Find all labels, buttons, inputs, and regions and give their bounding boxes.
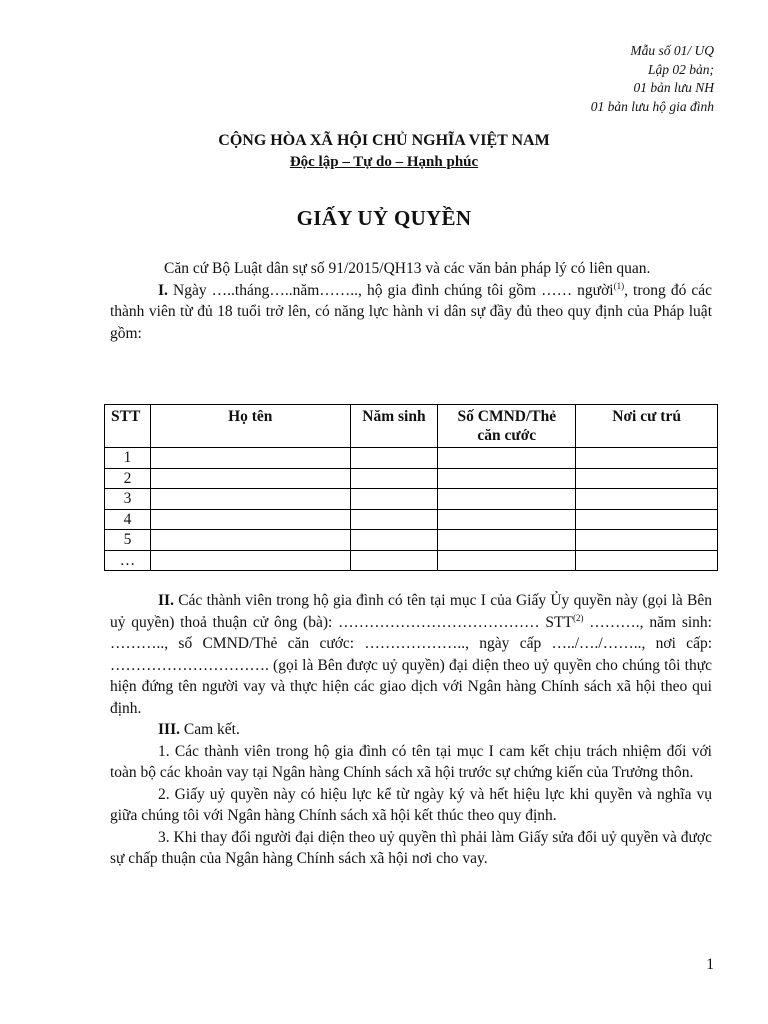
table-row (105, 509, 718, 530)
cell-name (150, 550, 350, 571)
cell-residence (576, 530, 718, 551)
cell-residence (576, 468, 718, 489)
motto-text: Độc lập – Tự do – Hạnh phúc (289, 154, 479, 170)
section-1-text: Ngày …..tháng…..năm…….., hộ gia đình chúng tôi gồm …… người (173, 281, 614, 299)
cell-residence (576, 489, 718, 510)
main-section (110, 590, 712, 870)
table-row (105, 448, 718, 469)
table-row (105, 530, 718, 551)
cell-id (438, 550, 576, 571)
cell-birth-year (350, 509, 438, 530)
section-3-label: III. (158, 721, 180, 738)
footnote-1-marker: (1) (613, 280, 625, 291)
col-header-name: Họ tên (150, 405, 350, 448)
commitment-item-3: 3. Khi thay đổi người đại diện theo uỷ quyền thì phải làm Giấy sửa đổi uỷ quyền và được sự chấp thuận của Ngân hàng Chính sách xã hội nơi cho vay. (110, 828, 712, 867)
row-number: 3 (105, 489, 151, 510)
row-number: 4 (105, 509, 151, 530)
cell-birth-year (350, 489, 438, 510)
document-title: GIẤY UỶ QUYỀN (296, 206, 472, 230)
copy-household-note: 01 bản lưu hộ gia đình (590, 98, 714, 114)
cell-name (150, 530, 350, 551)
cell-residence (576, 509, 718, 530)
footnote-2-marker: (2) (572, 612, 584, 623)
cell-residence (576, 448, 718, 469)
cell-id (438, 530, 576, 551)
cell-id (438, 448, 576, 469)
page-number: 1 (706, 956, 714, 973)
members-table (104, 404, 718, 571)
section-2-paragraph (110, 590, 712, 719)
col-header-id-line1: Số CMND/Thẻ (457, 408, 557, 425)
cell-birth-year (350, 448, 438, 469)
table-row (105, 489, 718, 510)
section-3-title: Cam kết. (183, 721, 240, 738)
cell-id (438, 489, 576, 510)
nation-heading: CỘNG HÒA XÃ HỘI CHỦ NGHĨA VIỆT NAM (218, 132, 550, 149)
col-header-residence: Nơi cư trú (576, 405, 718, 448)
commitment-item-1: 1. Các thành viên trong hộ gia đình có tên tại mục I cam kết chịu trách nhiệm đối với toàn bộ các khoản vay tại Ngân hàng Chính sách xã hội trước sự chứng kiến của Trưởng thôn. (110, 742, 712, 781)
cell-residence (576, 550, 718, 571)
section-2-label: II. (158, 592, 174, 609)
cell-name (150, 448, 350, 469)
table-row (105, 468, 718, 489)
col-header-id (438, 405, 576, 448)
section-2-text-cont: ………., năm sinh: ……….., số CMND/Thẻ căn cước: ……………….., ngày cấp …../…./…….., nơi cấp: …………………………. (gọi là Bên được uỷ quyền) đại diện theo uỷ quyền cho chúng tôi thực hiện đứng tên người vay và thực hiện các giao dịch với Ngân hàng Chính sách xã hội theo qui định. (110, 613, 712, 717)
cell-birth-year (350, 530, 438, 551)
form-meta (591, 42, 714, 116)
section-3-heading (110, 719, 712, 741)
row-number: 1 (105, 448, 151, 469)
cell-birth-year (350, 468, 438, 489)
row-number: 5 (105, 530, 151, 551)
copies-note: Lập 02 bản; (647, 61, 714, 77)
col-header-stt: STT (105, 405, 151, 448)
table-header-row (105, 405, 718, 448)
table-row (105, 550, 718, 571)
section-2-text: Các thành viên trong hộ gia đình có tên tại mục I của Giấy Ủy quyền này (gọi là Bên uỷ quyền) thoả thuận cử ông (bà): ………………………………… STT (110, 592, 712, 631)
cell-name (150, 489, 350, 510)
cell-name (150, 468, 350, 489)
cell-id (438, 509, 576, 530)
intro-section (110, 258, 712, 344)
cell-id (438, 468, 576, 489)
col-header-id-line2: căn cước (477, 427, 537, 444)
row-number: … (105, 550, 151, 571)
col-header-birth-year: Năm sinh (350, 405, 438, 448)
cell-name (150, 509, 350, 530)
copy-bank-note: 01 bản lưu NH (633, 80, 714, 95)
nation-motto (0, 154, 768, 171)
commitment-item-2: 2. Giấy uỷ quyền này có hiệu lực kể từ ngày ký và hết hiệu lực khi quyền và nghĩa vụ giữa chúng tôi với Ngân hàng Chính sách xã hội kết thúc theo quy định. (110, 785, 712, 824)
section-1-paragraph (110, 280, 712, 345)
form-number: Mẫu số 01/ UQ (630, 43, 714, 58)
section-1-text-cont: , trong đó các thành viên từ đủ 18 tuổi trở lên, có năng lực hành vi dân sự đầy đủ theo quy định của Pháp luật gồm: (110, 281, 713, 342)
row-number: 2 (105, 468, 151, 489)
legal-basis: Căn cứ Bộ Luật dân sự số 91/2015/QH13 và các văn bản pháp lý có liên quan. (164, 260, 651, 277)
section-1-label: I. (158, 281, 168, 299)
cell-birth-year (350, 550, 438, 571)
